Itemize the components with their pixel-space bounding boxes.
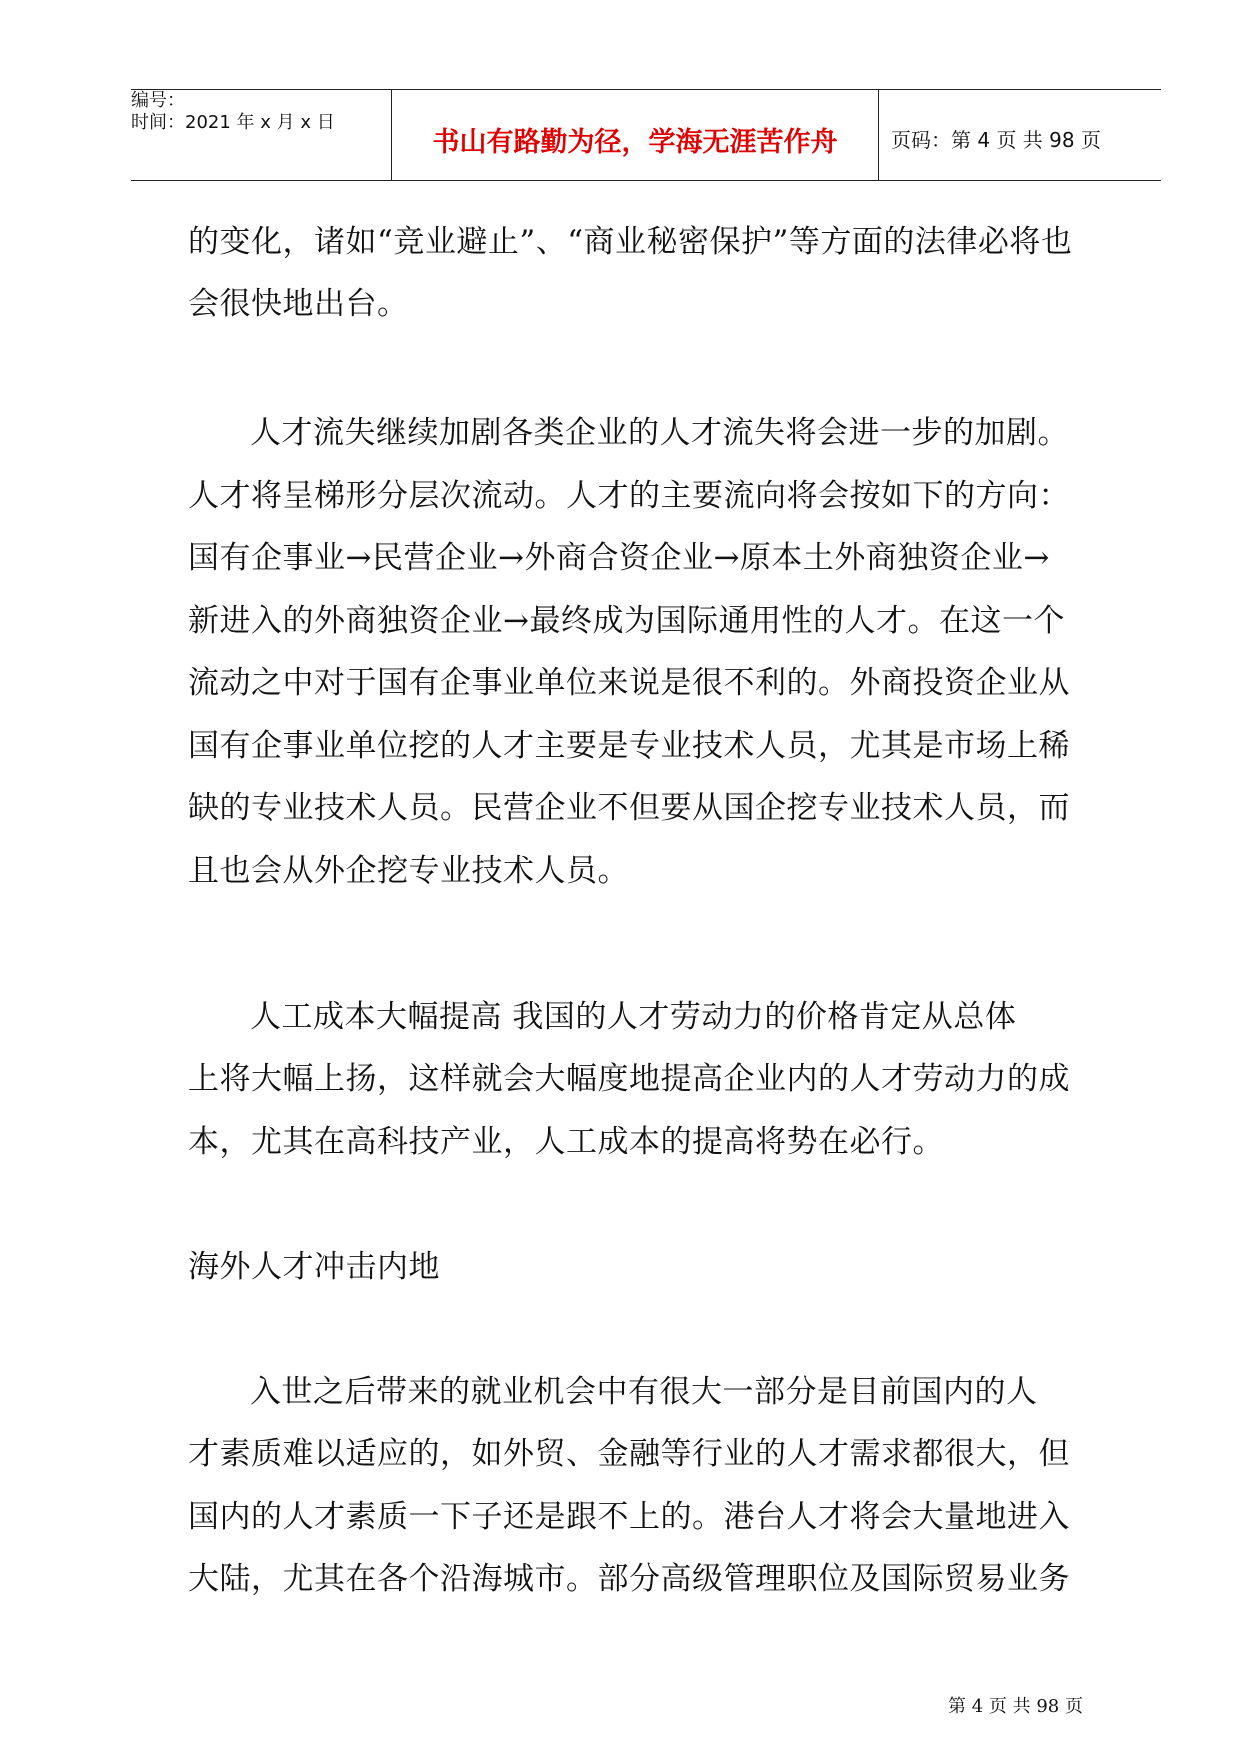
body-line: 流动之中对于国有企事业单位来说是很不利的。外商投资企业从 — [188, 665, 1070, 701]
body-line: 的变化，诸如“竞业避止”、“商业秘密保护”等方面的法律必将也 — [188, 224, 1073, 260]
document-number-label: 编号： — [131, 90, 185, 111]
body-line: 国有企事业单位挖的人才主要是专业技术人员，尤其是市场上稀 — [188, 728, 1070, 764]
body-line: 入世之后带来的就业机会中有很大一部分是目前国内的人 — [250, 1374, 1038, 1410]
header-page-cell — [879, 90, 1161, 180]
body-line: 且也会从外企挖专业技术人员。 — [188, 853, 629, 889]
body-line: 才素质难以适应的，如外贸、金融等行业的人才需求都很大，但 — [188, 1436, 1070, 1472]
document-header — [131, 89, 1161, 181]
document-time-label: 时间：2021 年 x 月 x 日 — [131, 112, 335, 133]
page-footer: 第 4 页 共 98 页 — [948, 1696, 1083, 1717]
body-line: 国内的人才素质一下子还是跟不上的。港台人才将会大量地进入 — [188, 1499, 1070, 1535]
body-line: 人才将呈梯形分层次流动。人才的主要流向将会按如下的方向： — [188, 478, 1070, 514]
body-line: 会很快地出台。 — [188, 286, 409, 322]
body-line: 本，尤其在高科技产业，人工成本的提高将势在必行。 — [188, 1124, 944, 1160]
header-meta-cell — [131, 90, 392, 180]
header-motto-cell — [392, 90, 879, 180]
section-heading: 海外人才冲击内地 — [188, 1249, 440, 1285]
header-page-info: 页码：第 4 页 共 98 页 — [891, 128, 1101, 152]
body-line: 缺的专业技术人员。民营企业不但要从国企挖专业技术人员，而 — [188, 790, 1070, 826]
header-motto: 书山有路勤为径，学海无涯苦作舟 — [432, 127, 838, 158]
body-line: 新进入的外商独资企业→最终成为国际通用性的人才。在这一个 — [188, 603, 1065, 639]
body-line: 人工成本大幅提高 我国的人才劳动力的价格肯定从总体 — [250, 999, 1017, 1035]
body-line: 国有企事业→民营企业→外商合资企业→原本土外商独资企业→ — [188, 540, 1050, 576]
body-line: 大陆，尤其在各个沿海城市。部分高级管理职位及国际贸易业务 — [188, 1561, 1070, 1597]
body-line: 上将大幅上扬，这样就会大幅度地提高企业内的人才劳动力的成 — [188, 1061, 1070, 1097]
body-line: 人才流失继续加剧各类企业的人才流失将会进一步的加剧。 — [250, 415, 1069, 451]
